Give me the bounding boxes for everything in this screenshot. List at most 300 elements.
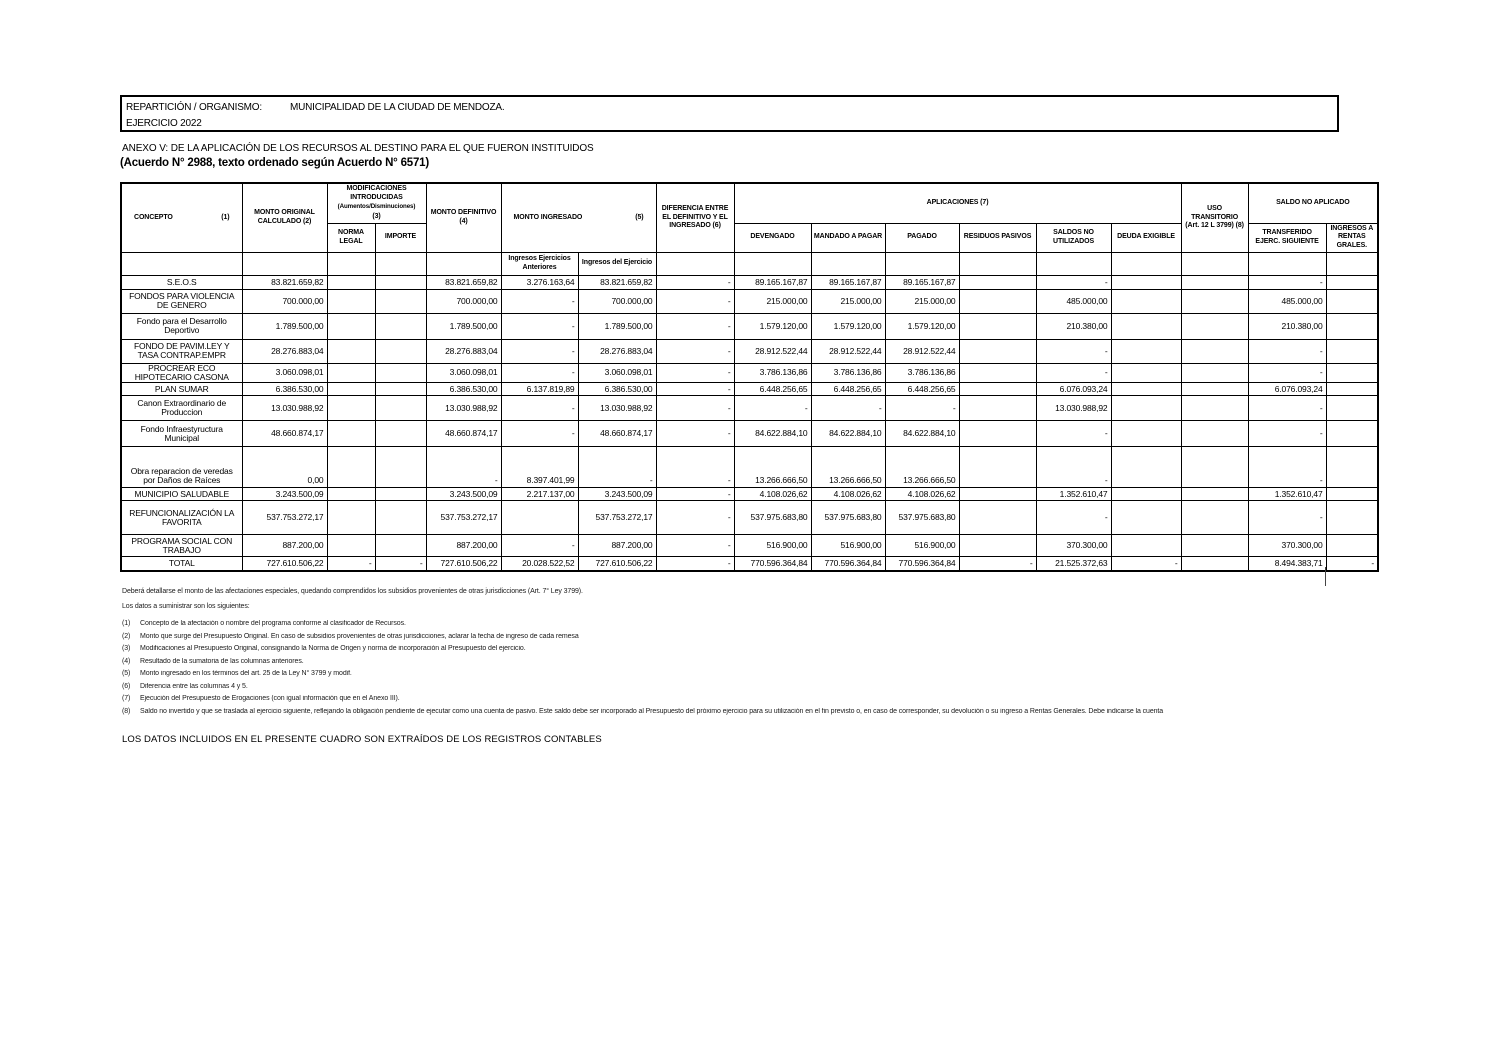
empty-header-cell <box>959 252 1036 275</box>
col-header-ingresos-ejercicio: Ingresos del Ejercicio <box>578 252 656 275</box>
footnote-text: Diferencia entre las columnas 4 y 5. <box>140 682 248 690</box>
cell-residuos_pasivos <box>959 535 1036 557</box>
cell-ingresos_ejercicios_anteriores: - <box>501 421 578 447</box>
col-header-saldos-no-utilizados: SALDOS NO UTILIZADOS <box>1036 223 1111 252</box>
cell-ingresos_ejercicios_anteriores <box>501 501 578 535</box>
footnote-number: (7) <box>122 695 131 702</box>
footnote-text: Saldo no invertido y que se traslada al ejercicio siguiente, reflejando la obligación pendiente de ejecutar como una cuenta de pasivo. Este saldo debe ser incorporado al Presupuesto del próximo ejercicio para su utilización en el fin previsto o, en caso de corresponder, su devolución o su ingreso a Rentas Generales. Debe indicarse la cuenta <box>140 707 1164 715</box>
cell-concepto: Fondo para el Desarrollo Deportivo <box>121 313 242 339</box>
cell-deuda_exigible <box>1111 396 1181 421</box>
cell-monto_definitivo: 48.660.874,17 <box>426 421 501 447</box>
col-header-ingresos-rentas: INGRESOS A RENTAS GRALES. <box>1326 223 1378 252</box>
cell-transferido_ejerc_siguiente: 8.494.383,71 <box>1248 557 1326 571</box>
empty-header-cell <box>885 252 959 275</box>
cell-devengado: 516.900,00 <box>734 535 811 557</box>
cell-diferencia: - <box>656 557 734 571</box>
cell-uso_transitorio <box>1181 557 1248 571</box>
cell-importe <box>375 447 426 488</box>
col-header-ingresos-anteriores: Ingresos Ejercicios Anteriores <box>501 252 578 275</box>
concepto-num: (1) <box>221 213 230 221</box>
cell-uso_transitorio <box>1181 363 1248 383</box>
cell-importe <box>375 339 426 363</box>
cell-concepto: PROGRAMA SOCIAL CON TRABAJO <box>121 535 242 557</box>
cell-pagado: 537.975.683,80 <box>885 501 959 535</box>
cell-monto_original_calculado: 537.753.272,17 <box>242 501 327 535</box>
empty-header-cell <box>426 252 501 275</box>
cell-uso_transitorio <box>1181 396 1248 421</box>
cell-norma_legal <box>327 383 375 396</box>
cell-monto_original_calculado: 13.030.988,92 <box>242 396 327 421</box>
cell-residuos_pasivos <box>959 488 1036 501</box>
cell-pagado: 770.596.364,84 <box>885 557 959 571</box>
cell-monto_original_calculado: 3.243.500,09 <box>242 488 327 501</box>
cell-diferencia: - <box>656 396 734 421</box>
footnote-text: Monto que surge del Presupuesto Original. En caso de subsidios provenientes de otras jurisdicciones, aclarar la fecha de ingreso de cada remesa <box>140 632 579 640</box>
header-row-main <box>121 183 1378 223</box>
cell-deuda_exigible <box>1111 289 1181 313</box>
cell-diferencia: - <box>656 535 734 557</box>
cell-ingresos_ejercicios_anteriores: 20.028.522,52 <box>501 557 578 571</box>
cell-importe: - <box>375 557 426 571</box>
footnote-number: (5) <box>122 670 131 677</box>
footnote <box>122 645 1392 652</box>
table-row <box>121 275 1378 289</box>
cell-importe <box>375 289 426 313</box>
cell-mandado_a_pagar: 4.108.026,62 <box>811 488 885 501</box>
cell-devengado: - <box>734 396 811 421</box>
cell-deuda_exigible <box>1111 275 1181 289</box>
cell-transferido_ejerc_siguiente: - <box>1248 275 1326 289</box>
cell-concepto: TOTAL <box>121 557 242 571</box>
cell-ingresos_rentas_grales <box>1326 339 1378 363</box>
cell-importe <box>375 363 426 383</box>
cell-monto_definitivo: 83.821.659,82 <box>426 275 501 289</box>
cell-saldos_no_utilizados: - <box>1036 339 1111 363</box>
footnote-text: Resultado de la sumatoria de las columnas anteriores. <box>140 657 304 665</box>
cell-ingresos_rentas_grales <box>1326 363 1378 383</box>
cell-norma_legal <box>327 501 375 535</box>
cell-pagado: 89.165.167,87 <box>885 275 959 289</box>
footnote <box>122 695 1392 702</box>
cell-ingresos_rentas_grales <box>1326 421 1378 447</box>
cell-ingresos_ejercicios_anteriores: - <box>501 339 578 363</box>
cell-deuda_exigible <box>1111 313 1181 339</box>
col-header-mandado-a-pagar: MANDADO A PAGAR <box>811 223 885 252</box>
cell-importe <box>375 535 426 557</box>
cell-deuda_exigible <box>1111 383 1181 396</box>
cell-pagado: - <box>885 396 959 421</box>
table-body <box>121 275 1378 571</box>
cell-deuda_exigible <box>1111 501 1181 535</box>
footnote-intro-2: Los datos a suministrar son los siguientes: <box>122 602 250 610</box>
cell-residuos_pasivos: - <box>959 557 1036 571</box>
cell-residuos_pasivos <box>959 289 1036 313</box>
cell-deuda_exigible <box>1111 339 1181 363</box>
cell-uso_transitorio <box>1181 339 1248 363</box>
cell-saldos_no_utilizados: - <box>1036 275 1111 289</box>
cell-importe <box>375 501 426 535</box>
cell-uso_transitorio <box>1181 501 1248 535</box>
footnote <box>122 683 1392 690</box>
cell-pagado: 84.622.884,10 <box>885 421 959 447</box>
cell-ingresos_del_ejercicio: 83.821.659,82 <box>578 275 656 289</box>
cell-uso_transitorio <box>1181 383 1248 396</box>
cell-ingresos_ejercicios_anteriores: 6.137.819,89 <box>501 383 578 396</box>
cell-ingresos_del_ejercicio: 727.610.506,22 <box>578 557 656 571</box>
footnote <box>122 620 1392 627</box>
reparticion-value: MUNICIPALIDAD DE LA CIUDAD DE MENDOZA. <box>289 102 505 113</box>
cell-monto_original_calculado: 0,00 <box>242 447 327 488</box>
cell-residuos_pasivos <box>959 501 1036 535</box>
cell-deuda_exigible <box>1111 535 1181 557</box>
cell-ingresos_del_ejercicio: 6.386.530,00 <box>578 383 656 396</box>
cell-diferencia: - <box>656 488 734 501</box>
cell-uso_transitorio <box>1181 488 1248 501</box>
cell-saldos_no_utilizados: 485.000,00 <box>1036 289 1111 313</box>
cell-ingresos_del_ejercicio: 3.060.098,01 <box>578 363 656 383</box>
cell-uso_transitorio <box>1181 421 1248 447</box>
col-header-pagado: PAGADO <box>885 223 959 252</box>
cell-residuos_pasivos <box>959 383 1036 396</box>
cell-ingresos_ejercicios_anteriores: - <box>501 535 578 557</box>
cell-residuos_pasivos <box>959 313 1036 339</box>
col-header-importe: IMPORTE <box>375 223 426 252</box>
cell-pagado: 215.000,00 <box>885 289 959 313</box>
cell-importe <box>375 313 426 339</box>
cell-monto_definitivo: 537.753.272,17 <box>426 501 501 535</box>
cell-mandado_a_pagar: 84.622.884,10 <box>811 421 885 447</box>
cell-monto_definitivo: 1.789.500,00 <box>426 313 501 339</box>
cell-diferencia: - <box>656 275 734 289</box>
cell-ingresos_rentas_grales <box>1326 501 1378 535</box>
modificaciones-line1: MODIFICACIONES INTRODUCIDAS <box>346 185 407 201</box>
cell-devengado: 13.266.666,50 <box>734 447 811 488</box>
footnote-number: (6) <box>122 682 131 690</box>
footnotes-section <box>122 588 1392 720</box>
cell-devengado: 28.912.522,44 <box>734 339 811 363</box>
cell-saldos_no_utilizados: - <box>1036 501 1111 535</box>
cell-norma_legal <box>327 275 375 289</box>
cell-monto_original_calculado: 83.821.659,82 <box>242 275 327 289</box>
cell-ingresos_del_ejercicio: 3.243.500,09 <box>578 488 656 501</box>
ejercicio-line <box>126 116 1333 131</box>
col-header-modificaciones <box>327 183 426 223</box>
cell-ingresos_del_ejercicio: 28.276.883,04 <box>578 339 656 363</box>
cell-diferencia: - <box>656 289 734 313</box>
empty-header-cell <box>121 252 242 275</box>
cell-mandado_a_pagar: 89.165.167,87 <box>811 275 885 289</box>
table-row <box>121 396 1378 421</box>
empty-header-cell <box>1111 252 1181 275</box>
cell-saldos_no_utilizados: 6.076.093,24 <box>1036 383 1111 396</box>
col-header-monto-ingresado <box>501 183 656 252</box>
cell-importe <box>375 275 426 289</box>
cell-norma_legal <box>327 289 375 313</box>
cell-residuos_pasivos <box>959 339 1036 363</box>
cell-monto_definitivo: 3.243.500,09 <box>426 488 501 501</box>
cell-concepto: PLAN SUMAR <box>121 383 242 396</box>
empty-header-cell <box>1036 252 1111 275</box>
cell-ingresos_ejercicios_anteriores: 2.217.137,00 <box>501 488 578 501</box>
cell-monto_definitivo: 700.000,00 <box>426 289 501 313</box>
cell-transferido_ejerc_siguiente: - <box>1248 447 1326 488</box>
cell-importe <box>375 396 426 421</box>
cell-monto_original_calculado: 28.276.883,04 <box>242 339 327 363</box>
cell-mandado_a_pagar: 13.266.666,50 <box>811 447 885 488</box>
cell-diferencia: - <box>656 421 734 447</box>
empty-header-cell <box>327 252 375 275</box>
cell-mandado_a_pagar: - <box>811 396 885 421</box>
cell-saldos_no_utilizados: 1.352.610,47 <box>1036 488 1111 501</box>
cell-saldos_no_utilizados: - <box>1036 421 1111 447</box>
empty-header-cell <box>375 252 426 275</box>
table-row <box>121 363 1378 383</box>
col-header-devengado: DEVENGADO <box>734 223 811 252</box>
cell-devengado: 89.165.167,87 <box>734 275 811 289</box>
cell-deuda_exigible: - <box>1111 557 1181 571</box>
cell-pagado: 28.912.522,44 <box>885 339 959 363</box>
col-header-monto-original: MONTO ORIGINAL CALCULADO (2) <box>242 183 327 252</box>
cell-mandado_a_pagar: 215.000,00 <box>811 289 885 313</box>
anexo-title: ANEXO V: DE LA APLICACIÓN DE LOS RECURSOS AL DESTINO PARA EL QUE FUERON INSTITUIDOS <box>122 143 594 154</box>
cell-concepto: REFUNCIONALIZACIÓN LA FAVORITA <box>121 501 242 535</box>
empty-header-cell <box>242 252 327 275</box>
modificaciones-num: (3) <box>372 212 381 220</box>
col-header-saldo-no-aplicado: SALDO NO APLICADO <box>1248 183 1378 223</box>
cell-ingresos_ejercicios_anteriores: 3.276.163,64 <box>501 275 578 289</box>
cell-ingresos_del_ejercicio: 887.200,00 <box>578 535 656 557</box>
col-header-concepto <box>121 183 242 252</box>
cell-saldos_no_utilizados: - <box>1036 447 1111 488</box>
cell-concepto: MUNICIPIO SALUDABLE <box>121 488 242 501</box>
cell-concepto: PROCREAR ECO HIPOTECARIO CASONA <box>121 363 242 383</box>
cell-ingresos_del_ejercicio: 48.660.874,17 <box>578 421 656 447</box>
cell-residuos_pasivos <box>959 275 1036 289</box>
cell-concepto: Canon Extraordinario de Produccion <box>121 396 242 421</box>
cell-concepto: FONDOS PARA VIOLENCIA DE GENERO <box>121 289 242 313</box>
cell-ingresos_rentas_grales <box>1326 289 1378 313</box>
cell-devengado: 1.579.120,00 <box>734 313 811 339</box>
cell-transferido_ejerc_siguiente: 370.300,00 <box>1248 535 1326 557</box>
table-row <box>121 339 1378 363</box>
cell-monto_original_calculado: 700.000,00 <box>242 289 327 313</box>
cell-devengado: 84.622.884,10 <box>734 421 811 447</box>
cell-saldos_no_utilizados: 13.030.988,92 <box>1036 396 1111 421</box>
cell-concepto: Obra reparacion de veredas por Daños de Raíces <box>121 447 242 488</box>
table-row <box>121 383 1378 396</box>
col-header-transferido-ejerc: TRANSFERIDO EJERC. SIGUIENTE <box>1248 223 1326 252</box>
table-row <box>121 289 1378 313</box>
cell-norma_legal <box>327 313 375 339</box>
cell-monto_definitivo: 887.200,00 <box>426 535 501 557</box>
cell-devengado: 6.448.256,65 <box>734 383 811 396</box>
footnote-text: Ejecución del Presupuesto de Erogaciones (con igual información que en el Anexo III). <box>140 695 400 702</box>
cell-norma_legal: - <box>327 557 375 571</box>
cell-mandado_a_pagar: 3.786.136,86 <box>811 363 885 383</box>
footnote-number: (1) <box>122 620 131 627</box>
cell-monto_original_calculado: 3.060.098,01 <box>242 363 327 383</box>
anexo-subtitle: (Acuerdo N° 2988, texto ordenado según Acuerdo N° 6571) <box>120 157 429 169</box>
cell-diferencia: - <box>656 313 734 339</box>
cell-transferido_ejerc_siguiente: 1.352.610,47 <box>1248 488 1326 501</box>
cell-mandado_a_pagar: 6.448.256,65 <box>811 383 885 396</box>
table-row <box>121 447 1378 488</box>
cell-devengado: 537.975.683,80 <box>734 501 811 535</box>
cell-devengado: 3.786.136,86 <box>734 363 811 383</box>
empty-header-cell <box>656 252 734 275</box>
cell-deuda_exigible <box>1111 488 1181 501</box>
footnote-number: (3) <box>122 645 131 652</box>
cell-pagado: 3.786.136,86 <box>885 363 959 383</box>
cell-norma_legal <box>327 535 375 557</box>
cell-monto_original_calculado: 887.200,00 <box>242 535 327 557</box>
cell-ingresos_rentas_grales <box>1326 396 1378 421</box>
cell-diferencia: - <box>656 501 734 535</box>
col-header-deuda-exigible: DEUDA EXIGIBLE <box>1111 223 1181 252</box>
footnote-number: (4) <box>122 657 131 665</box>
cell-pagado: 6.448.256,65 <box>885 383 959 396</box>
cell-diferencia: - <box>656 339 734 363</box>
cell-ingresos_ejercicios_anteriores: - <box>501 363 578 383</box>
cell-concepto: FONDO DE PAVIM.LEY Y TASA CONTRAP.EMPR <box>121 339 242 363</box>
stray-grid-line <box>1325 567 1326 586</box>
cell-monto_definitivo: 6.386.530,00 <box>426 383 501 396</box>
cell-uso_transitorio <box>1181 289 1248 313</box>
cell-transferido_ejerc_siguiente: - <box>1248 363 1326 383</box>
footnote <box>122 670 1392 677</box>
cell-uso_transitorio <box>1181 447 1248 488</box>
cell-ingresos_ejercicios_anteriores: - <box>501 313 578 339</box>
table-row <box>121 557 1378 571</box>
footnote <box>122 633 1392 640</box>
monto-ingresado-label: MONTO INGRESADO <box>513 213 583 221</box>
empty-header-cell <box>1326 252 1378 275</box>
cell-mandado_a_pagar: 1.579.120,00 <box>811 313 885 339</box>
cell-transferido_ejerc_siguiente: - <box>1248 339 1326 363</box>
footnote <box>122 708 1392 715</box>
cell-ingresos_rentas_grales <box>1326 275 1378 289</box>
col-header-diferencia: DIFERENCIA ENTRE EL DEFINITIVO Y EL INGRESADO (6) <box>656 183 734 252</box>
table-row <box>121 313 1378 339</box>
col-header-monto-definitivo: MONTO DEFINITIVO (4) <box>426 183 501 252</box>
cell-monto_definitivo: 727.610.506,22 <box>426 557 501 571</box>
cell-transferido_ejerc_siguiente: 485.000,00 <box>1248 289 1326 313</box>
cell-devengado: 215.000,00 <box>734 289 811 313</box>
cell-monto_original_calculado: 48.660.874,17 <box>242 421 327 447</box>
cell-monto_definitivo: 3.060.098,01 <box>426 363 501 383</box>
cell-mandado_a_pagar: 770.596.364,84 <box>811 557 885 571</box>
cell-ingresos_rentas_grales <box>1326 383 1378 396</box>
cell-mandado_a_pagar: 516.900,00 <box>811 535 885 557</box>
cell-mandado_a_pagar: 537.975.683,80 <box>811 501 885 535</box>
footnote-text: Concepto de la afectación o nombre del programa conforme al clasificador de Recursos. <box>140 620 406 627</box>
cell-concepto: Fondo Infraestyructura Municipal <box>121 421 242 447</box>
footnote <box>122 658 1392 665</box>
cell-residuos_pasivos <box>959 447 1036 488</box>
cell-diferencia: - <box>656 363 734 383</box>
cell-pagado: 516.900,00 <box>885 535 959 557</box>
cell-diferencia: - <box>656 383 734 396</box>
cell-residuos_pasivos <box>959 421 1036 447</box>
cell-deuda_exigible <box>1111 447 1181 488</box>
table-row <box>121 535 1378 557</box>
cell-importe <box>375 488 426 501</box>
cell-monto_original_calculado: 6.386.530,00 <box>242 383 327 396</box>
cell-ingresos_rentas_grales <box>1326 313 1378 339</box>
table-row <box>121 421 1378 447</box>
cell-transferido_ejerc_siguiente: - <box>1248 396 1326 421</box>
cell-pagado: 4.108.026,62 <box>885 488 959 501</box>
cell-norma_legal <box>327 421 375 447</box>
cell-saldos_no_utilizados: 210.380,00 <box>1036 313 1111 339</box>
table-row <box>121 501 1378 535</box>
cell-ingresos_ejercicios_anteriores: - <box>501 289 578 313</box>
cell-residuos_pasivos <box>959 363 1036 383</box>
cell-saldos_no_utilizados: 21.525.372,63 <box>1036 557 1111 571</box>
empty-header-cell <box>811 252 885 275</box>
cell-uso_transitorio <box>1181 313 1248 339</box>
cell-pagado: 1.579.120,00 <box>885 313 959 339</box>
monto-ingresado-num: (5) <box>635 213 644 221</box>
cell-norma_legal <box>327 447 375 488</box>
cell-monto_definitivo: 28.276.883,04 <box>426 339 501 363</box>
col-header-residuos-pasivos: RESIDUOS PASIVOS <box>959 223 1036 252</box>
cell-deuda_exigible <box>1111 421 1181 447</box>
cell-ingresos_ejercicios_anteriores: 8.397.401,99 <box>501 447 578 488</box>
col-header-norma-legal: NORMA LEGAL <box>327 223 375 252</box>
cell-ingresos_del_ejercicio: 1.789.500,00 <box>578 313 656 339</box>
cell-concepto: S.E.O.S <box>121 275 242 289</box>
cell-ingresos_rentas_grales <box>1326 488 1378 501</box>
reparticion-line <box>126 99 1333 116</box>
footnote-text: Modificaciones al Presupuesto Original, consignando la Norma de Origen y norma de incorporación al Presupuesto del ejercicio. <box>140 645 526 652</box>
cell-devengado: 770.596.364,84 <box>734 557 811 571</box>
cell-transferido_ejerc_siguiente: 210.380,00 <box>1248 313 1326 339</box>
cell-deuda_exigible <box>1111 363 1181 383</box>
closing-statement: LOS DATOS INCLUIDOS EN EL PRESENTE CUADRO SON EXTRAÍDOS DE LOS REGISTROS CONTABLES <box>122 734 602 745</box>
col-header-uso-transitorio: USO TRANSITORIO (Art. 12 L 3799) (8) <box>1181 183 1248 252</box>
cell-diferencia: - <box>656 447 734 488</box>
cell-uso_transitorio <box>1181 535 1248 557</box>
footnote-number: (8) <box>122 707 131 715</box>
cell-importe <box>375 421 426 447</box>
cell-norma_legal <box>327 396 375 421</box>
cell-ingresos_rentas_grales: - <box>1326 557 1378 571</box>
cell-saldos_no_utilizados: 370.300,00 <box>1036 535 1111 557</box>
col-header-aplicaciones: APLICACIONES (7) <box>734 183 1181 223</box>
cell-transferido_ejerc_siguiente: 6.076.093,24 <box>1248 383 1326 396</box>
cell-importe <box>375 383 426 396</box>
header-row-ingresos <box>121 252 1378 275</box>
table-header <box>121 183 1378 275</box>
concepto-label: CONCEPTO <box>134 213 173 221</box>
cell-pagado: 13.266.666,50 <box>885 447 959 488</box>
organism-header-box <box>120 95 1339 132</box>
cell-mandado_a_pagar: 28.912.522,44 <box>811 339 885 363</box>
cell-monto_original_calculado: 1.789.500,00 <box>242 313 327 339</box>
modificaciones-line2: (Aumentos/Disminuciones) <box>337 202 416 210</box>
empty-header-cell <box>734 252 811 275</box>
cell-ingresos_rentas_grales <box>1326 535 1378 557</box>
cell-ingresos_ejercicios_anteriores: - <box>501 396 578 421</box>
footnote-intro-1: Deberá detallarse el monto de las afectaciones especiales, quedando comprendidos los subsidios provenientes de otras jurisdicciones (Art. 7° Ley 3799). <box>122 588 583 595</box>
reparticion-label: REPARTICIÓN / ORGANISMO: <box>126 102 262 113</box>
table-row <box>121 488 1378 501</box>
cell-transferido_ejerc_siguiente: - <box>1248 501 1326 535</box>
empty-header-cell <box>1248 252 1326 275</box>
cell-ingresos_del_ejercicio: 700.000,00 <box>578 289 656 313</box>
cell-norma_legal <box>327 363 375 383</box>
